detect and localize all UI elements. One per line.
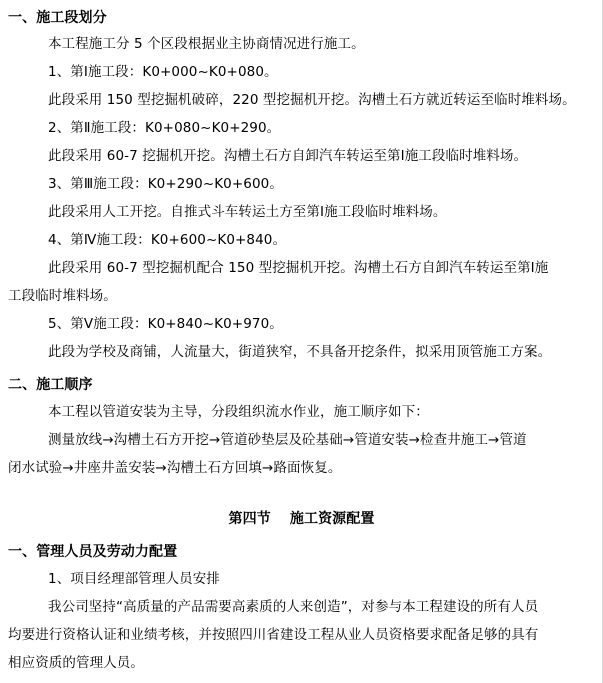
segment-5-description: 此段为学校及商铺，人流量大，街道狭窄，不具备开挖条件，拟采用顶管施工方案。 (48, 344, 552, 360)
segment-1-title: 1、第Ⅰ施工段：K0+000~K0+080。 (48, 64, 278, 80)
segment-5-title: 5、第Ⅴ施工段：K0+840~K0+970。 (48, 316, 283, 332)
staffing-paragraph-line2: 均要进行资格认证和业绩考核，并按照四川省建设工程从业人员资格要求配备足够的具有 (8, 627, 539, 643)
paragraph-sequence-intro: 本工程以管道安装为主导，分段组织流水作业，施工顺序如下： (48, 404, 429, 420)
section-heading-construction-segments: 一、施工段划分 (8, 10, 107, 26)
section-heading-staffing: 一、管理人员及劳动力配置 (8, 544, 178, 560)
sequence-flow-line1: 测量放线→沟槽土石方开挖→管道砂垫层及砼基础→管道安装→检查井施工→管道 (48, 432, 527, 448)
segment-4-title: 4、第Ⅳ施工段：K0+600~K0+840。 (48, 232, 287, 248)
paragraph-segments-intro: 本工程施工分 5 个区段根据业主协商情况进行施工。 (48, 36, 365, 52)
segment-2-description: 此段采用 60-7 挖掘机开挖。沟槽土石方自卸汽车转运至第Ⅰ施工段临时堆料场。 (48, 148, 528, 164)
chapter-title: 第四节 施工资源配置 (228, 511, 375, 527)
subheading-management-staff: 1、项目经理部管理人员安排 (48, 571, 220, 587)
staffing-paragraph-line1: 我公司坚持“高质量的产品需要高素质的人来创造”，对参与本工程建设的所有人员 (48, 599, 539, 615)
segment-2-title: 2、第Ⅱ施工段：K0+080~K0+290。 (48, 120, 281, 136)
segment-4-description-line2: 工段临时堆料场。 (8, 288, 117, 304)
sequence-flow-line2: 闭水试验→井座井盖安装→沟槽土石方回填→路面恢复。 (8, 460, 342, 476)
section-heading-construction-sequence: 二、施工顺序 (8, 377, 93, 393)
segment-4-description-line1: 此段采用 60-7 型挖掘机配合 150 型挖掘机开挖。沟槽土石方自卸汽车转运至第Ⅰ施 (48, 260, 549, 276)
staffing-paragraph-line3: 相应资质的管理人员。 (8, 655, 144, 671)
segment-3-description: 此段采用人工开挖。自推式斗车转运土方至第Ⅰ施工段临时堆料场。 (48, 204, 447, 220)
segment-1-description: 此段采用 150 型挖掘机破碎，220 型挖掘机开挖。沟槽土石方就近转运至临时堆料场。 (48, 92, 576, 108)
segment-3-title: 3、第Ⅲ施工段：K0+290~K0+600。 (48, 176, 283, 192)
